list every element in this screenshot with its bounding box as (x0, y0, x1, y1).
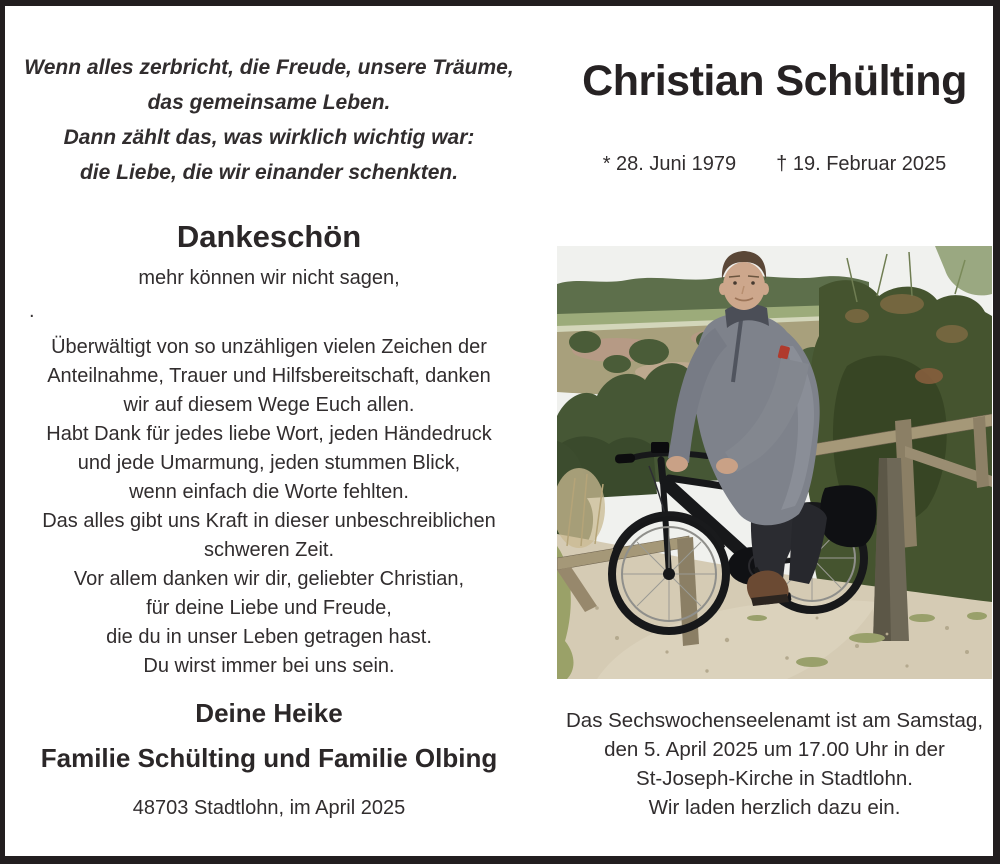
bike-display (651, 442, 669, 453)
poem-line: Wenn alles zerbricht, die Freude, unsere Träume, (24, 56, 514, 79)
man-ear (761, 283, 769, 295)
man-ear (719, 283, 727, 295)
acknowledgement-line: für deine Liebe und Freude, (146, 597, 392, 619)
birth-date: * 28. Juni 1979 (602, 153, 737, 175)
poem-line: die Liebe, die wir einander schenkten. (79, 161, 459, 184)
poem-line: Dann zählt das, was wirklich wichtig war: (63, 126, 475, 149)
stray-print-dot: . (29, 300, 35, 322)
acknowledgement-line: Überwältigt von so unzähligen vielen Zeichen der (51, 336, 487, 358)
acknowledgement-line: Habt Dank für jedes liebe Wort, jeden Händedruck (46, 423, 492, 445)
service-line: St-Joseph-Kirche in Stadtlohn. (636, 767, 913, 790)
poem (5, 50, 533, 190)
service-line: Das Sechswochenseelenamt ist am Samstag, (565, 709, 984, 732)
closing-families: Familie Schülting und Familie Olbing (40, 743, 498, 773)
acknowledgement-text (5, 333, 533, 681)
closing-name: Deine Heike (195, 698, 343, 728)
man-hand (716, 458, 738, 474)
place-and-date: 48703 Stadtlohn, im April 2025 (132, 797, 406, 819)
right-column (533, 6, 993, 856)
acknowledgement-line: Vor allem danken wir dir, geliebter Christian, (73, 568, 465, 590)
acknowledgement-line: die du in unser Leben getragen hast. (106, 626, 432, 648)
memorial-photo-illustration (557, 246, 992, 679)
thanks-subline: mehr können wir nicht sagen, (138, 267, 400, 289)
life-dates (557, 152, 992, 176)
acknowledgement-line: Du wirst immer bei uns sein. (143, 655, 395, 677)
service-line: den 5. April 2025 um 17.00 Uhr in der (604, 738, 945, 761)
service-line: Wir laden herzlich dazu ein. (648, 796, 901, 819)
memorial-photo (557, 246, 992, 679)
acknowledgement-line: Anteilnahme, Trauer und Hilfsbereitschaft, danken (47, 365, 491, 387)
acknowledgement-line: und jede Umarmung, jeden stummen Blick, (77, 452, 461, 474)
acknowledgement-line: Das alles gibt uns Kraft in dieser unbeschreiblichen (42, 510, 496, 532)
deceased-name: Christian Schülting (582, 57, 967, 105)
death-date: † 19. Februar 2025 (776, 153, 947, 175)
service-announcement (557, 706, 992, 822)
left-column (5, 6, 533, 856)
man-hand (666, 456, 688, 472)
acknowledgement-line: wenn einfach die Worte fehlten. (129, 481, 409, 503)
acknowledgement-line: schweren Zeit. (203, 539, 335, 561)
thanks-heading: Dankeschön (176, 219, 362, 254)
rear-bag (820, 485, 876, 547)
acknowledgement-line: wir auf diesem Wege Euch allen. (123, 394, 415, 416)
handlebar-grip (615, 453, 636, 463)
poem-line: das gemeinsame Leben. (147, 91, 391, 114)
